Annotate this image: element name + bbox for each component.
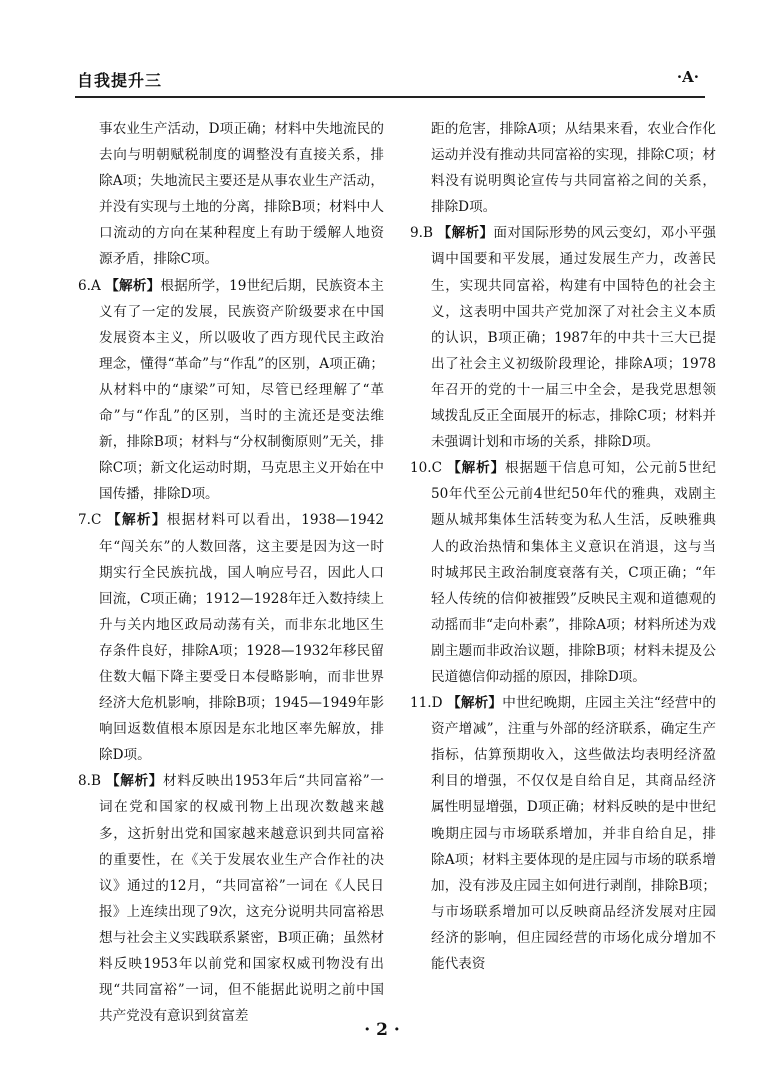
answer-text: 根据题干信息可知，公元前5世纪50年代至公元前4世纪50年代的雅典，戏剧主题从城邦集体生活转变为私人生活，反映雅典人的政治热情和集体主义意识在消退，这与当时城邦民主政治制度衰落有关，C项正确；“年轻人传统的信仰被摧毁”反映民主观和道德观的动摇而非“走向朴素”，排除A项；材料所述为戏剧主题而非政治议题，排除B项；材料未提及公民道德信仰动摇的原因，排除D项。 [431, 460, 716, 685]
analysis-tag: 【解析】 [105, 773, 164, 790]
answer-number: 9.B [410, 225, 433, 242]
left-column [78, 116, 384, 1029]
analysis-tag: 【解析】 [107, 512, 167, 529]
answer-text: 根据所学，19世纪后期，民族资本主义有了一定的发展，民族资产阶级要求在中国发展资本主义，所以吸收了西方现代民主政治理念，懂得“革命”与“作乱”的区别，A项正确；从材料中的“康梁”可知，尽管已经理解了“革命”与“作乱”的区别，当时的主流还是变法维新，排除B项；材料与“分权制衡原则”无关，排除C项；新文化运动时期，马克思主义开始在中国传播，排除D项。 [99, 277, 385, 503]
answer-number: 7.C [78, 512, 102, 529]
answer-number: 10.C [410, 460, 443, 477]
analysis-tag: 【解析】 [447, 695, 503, 712]
answer-text: 根据材料可以看出，1938—1942年“闯关东”的人数回落，这主要是因为这一时期实行全民族抗战，国人响应号召，因此人口回流，C项正确；1912—1928年迁入数持续上升与关内地区政局动荡有关，而非东北地区生存条件良好，排除A项；1928—1932年移民留住数大幅下降主要受日本侵略影响，而非世界经济大危机影响，排除B项；1945—1949年影响回返数值根本原因是东北地区率先解放，排除D项。 [99, 512, 384, 764]
left-continuation: 事农业生产活动，D项正确；材料中失地流民的去向与明朝赋税制度的调整没有直接关系，排除A项；失地流民主要还是从事农业生产活动，并没有实现与土地的分离，排除B项；材料中人口流动的方向在某种程度上有助于缓解人地资源矛盾，排除C项。 [99, 121, 384, 268]
answer-text: 中世纪晚期，庄园主关注“经营中的资产增减”，注重与外部的经济联系，确定生产指标，估算预期收入，这些做法均表明经济盈利目的增强，不仅仅是自给自足，其商品经济属性明显增强，D项正确；材料反映的是中世纪晚期庄园与市场联系增加，并非自给自足，排除A项；材料主要体现的是庄园与市场的联系增加，没有涉及庄园主如何进行剥削，排除B项；与市场联系增加可以反映商品经济发展对庄园经济的影响，但庄园经营的市场化成分增加不能代表资 [431, 695, 717, 972]
analysis-tag: 【解析】 [437, 225, 494, 242]
analysis-tag: 【解析】 [447, 460, 506, 477]
header-title: 自我提升三 [77, 71, 163, 90]
answer-9 [410, 220, 716, 455]
analysis-tag: 【解析】 [105, 277, 161, 294]
right-continuation: 距的危害，排除A项；从结果来看，农业合作化运动并没有推动共同富裕的实现，排除C项；材料没有说明舆论宣传与共同富裕之间的关系，排除D项。 [431, 121, 716, 216]
answer-6 [78, 273, 384, 508]
page-number: · 2 · [364, 1020, 400, 1040]
header-version: ·A· [676, 68, 699, 86]
answer-10 [410, 455, 716, 690]
answer-11 [410, 690, 716, 977]
answer-7 [78, 507, 384, 768]
answer-number: 11.D [410, 695, 443, 712]
page-header [75, 58, 705, 98]
answer-number: 6.A [78, 277, 101, 294]
answer-text: 面对国际形势的风云变幻，邓小平强调中国要和平发展，通过发展生产力，改善民生，实现共同富裕，构建有中国特色的社会主义，这表明中国共产党加深了对社会主义本质的认识，B项正确；1987年的中共十三大已提出了社会主义初级阶段理论，排除A项；1978年召开的党的十一届三中全会，是我党思想领域拨乱反正全面展开的标志，排除C项；材料并未强调计划和市场的关系，排除D项。 [431, 225, 717, 451]
right-column [410, 116, 716, 977]
answer-8 [78, 768, 384, 1029]
answer-number: 8.B [78, 773, 101, 790]
answer-text: 材料反映出1953年后“共同富裕”一词在党和国家的权威刊物上出现次数越来越多，这折射出党和国家越来越意识到共同富裕的重要性，在《关于发展农业生产合作社的决议》通过的12月，“共同富裕”一词在《人民日报》上连续出现了9次，这充分说明共同富裕思想与社会主义实践联系紧密，B项正确；虽然材料反映1953年以前党和国家权威刊物没有出现“共同富裕”一词，但不能据此说明之前中国共产党没有意识到贫富差 [99, 773, 385, 1025]
